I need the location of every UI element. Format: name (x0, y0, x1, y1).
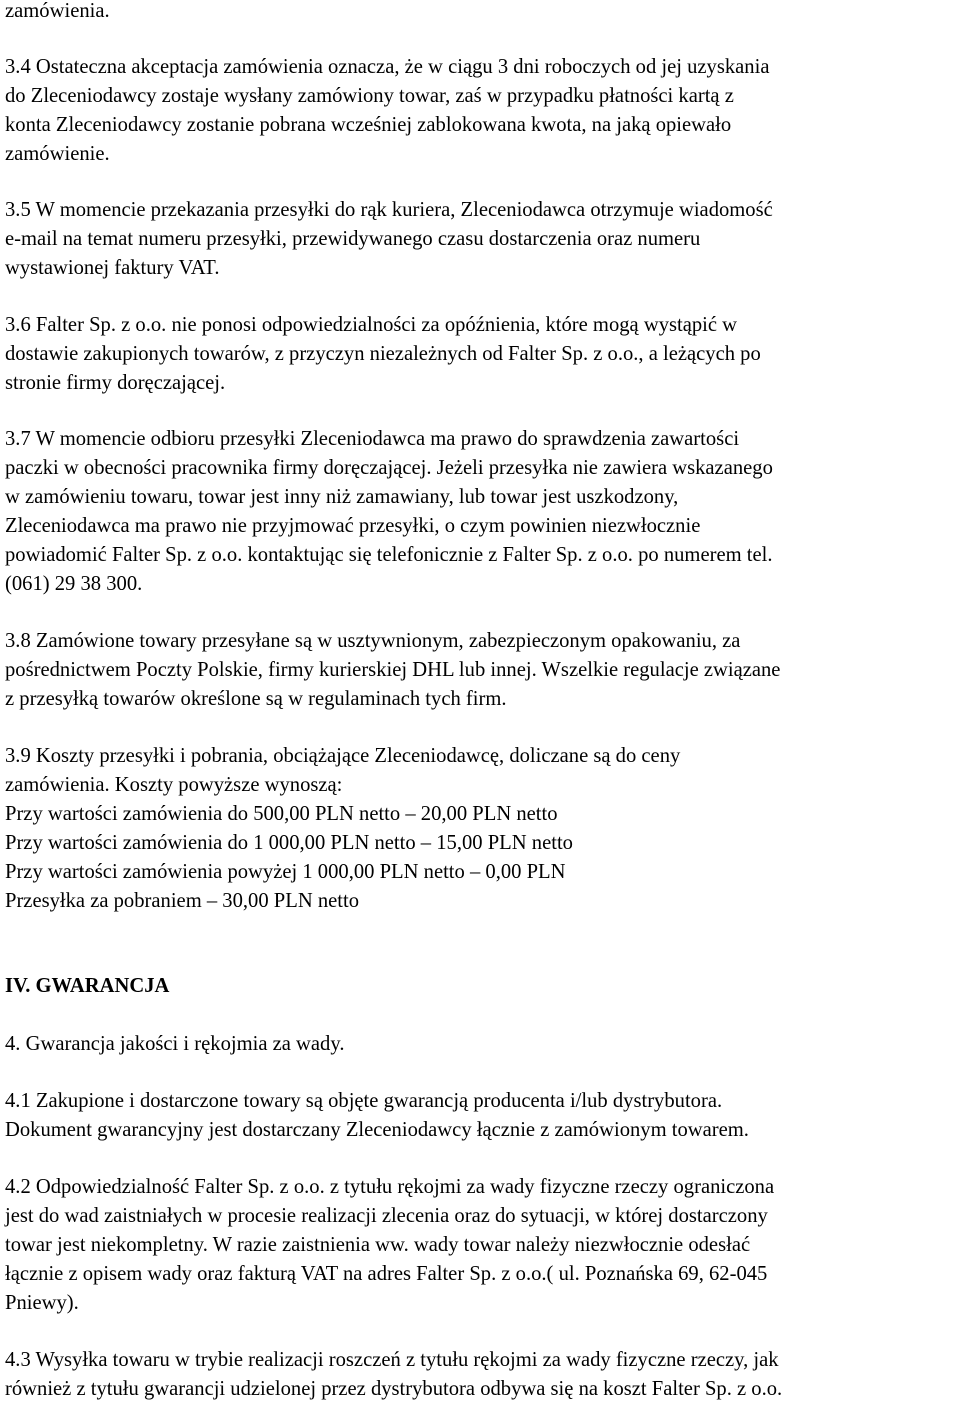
text-line: pośrednictwem Poczty Polskie, firmy kurierskiej DHL lub innej. Wszelkie regulacje związane (5, 659, 781, 681)
text-line: do Zleceniodawcy zostaje wysłany zamówiony towar, zaś w przypadku płatności kartą z (5, 85, 734, 107)
text-line: wystawionej faktury VAT. (5, 257, 220, 279)
text-line: zamówienie. (5, 143, 110, 165)
text-line: 4.3 Wysyłka towaru w trybie realizacji roszczeń z tytułu rękojmi za wady fizyczne rzeczy, jak (5, 1349, 779, 1371)
section-heading: IV. GWARANCJA (5, 975, 170, 997)
text-line: Przy wartości zamówienia powyżej 1 000,00 PLN netto – 0,00 PLN (5, 861, 566, 883)
text-line: jest do wad zaistniałych w procesie realizacji zlecenia oraz do sytuacji, w której dostarczony (5, 1205, 768, 1227)
text-line: 4.2 Odpowiedzialność Falter Sp. z o.o. z tytułu rękojmi za wady fizyczne rzeczy ograniczona (5, 1176, 775, 1198)
text-line: 3.4 Ostateczna akceptacja zamówienia oznacza, że w ciągu 3 dni roboczych od jej uzyskania (5, 56, 770, 78)
text-line: stronie firmy doręczającej. (5, 372, 226, 394)
text-line: 4. Gwarancja jakości i rękojmia za wady. (5, 1033, 345, 1055)
text-line: również z tytułu gwarancji udzielonej przez dystrybutora odbywa się na koszt Falter Sp. z o.o. (5, 1378, 783, 1400)
text-line: e-mail na temat numeru przesyłki, przewidywanego czasu dostarczenia oraz numeru (5, 228, 701, 250)
text-line: 3.5 W momencie przekazania przesyłki do rąk kuriera, Zleceniodawca otrzymuje wiadomość (5, 199, 773, 221)
text-line: zamówienia. (5, 0, 110, 22)
text-line: w zamówieniu towaru, towar jest inny niż zamawiany, lub towar jest uszkodzony, (5, 486, 679, 508)
text-line: 3.7 W momencie odbioru przesyłki Zleceniodawca ma prawo do sprawdzenia zawartości (5, 428, 740, 450)
text-line: (061) 29 38 300. (5, 573, 143, 595)
text-line: z przesyłką towarów określone są w regulaminach tych firm. (5, 688, 507, 710)
text-line: Przy wartości zamówienia do 1 000,00 PLN netto – 15,00 PLN netto (5, 832, 573, 854)
text-line: 4.1 Zakupione i dostarczone towary są objęte gwarancją producenta i/lub dystrybutora. (5, 1090, 723, 1112)
text-line: Dokument gwarancyjny jest dostarczany Zleceniodawcy łącznie z zamówionym towarem. (5, 1119, 749, 1141)
text-line: Przy wartości zamówienia do 500,00 PLN netto – 20,00 PLN netto (5, 803, 558, 825)
text-line: łącznie z opisem wady oraz fakturą VAT na adres Falter Sp. z o.o.( ul. Poznańska 69, 62-045 (5, 1263, 768, 1285)
text-line: 3.8 Zamówione towary przesyłane są w usztywnionym, zabezpieczonym opakowaniu, za (5, 630, 741, 652)
text-line: dostawie zakupionych towarów, z przyczyn niezależnych od Falter Sp. z o.o., a leżących po (5, 343, 761, 365)
text-line: Przesyłka za pobraniem – 30,00 PLN netto (5, 890, 360, 912)
text-line: zamówienia. Koszty powyższe wynoszą: (5, 774, 343, 796)
text-line: paczki w obecności pracownika firmy doręczającej. Jeżeli przesyłka nie zawiera wskazanego (5, 457, 773, 479)
text-line: 3.9 Koszty przesyłki i pobrania, obciążające Zleceniodawcę, doliczane są do ceny (5, 745, 681, 767)
text-line: powiadomić Falter Sp. z o.o. kontaktując się telefonicznie z Falter Sp. z o.o. po numerem tel. (5, 544, 773, 566)
text-line: Zleceniodawca ma prawo nie przyjmować przesyłki, o czym powinien niezwłocznie (5, 515, 701, 537)
text-line: konta Zleceniodawcy zostanie pobrana wcześniej zablokowana kwota, na jaką opiewało (5, 114, 732, 136)
text-line: Pniewy). (5, 1292, 79, 1314)
text-line: towar jest niekompletny. W razie zaistnienia ww. wady towar należy niezwłocznie odesłać (5, 1234, 751, 1256)
text-line: 3.6 Falter Sp. z o.o. nie ponosi odpowiedzialności za opóźnienia, które mogą wystąpić w (5, 314, 738, 336)
